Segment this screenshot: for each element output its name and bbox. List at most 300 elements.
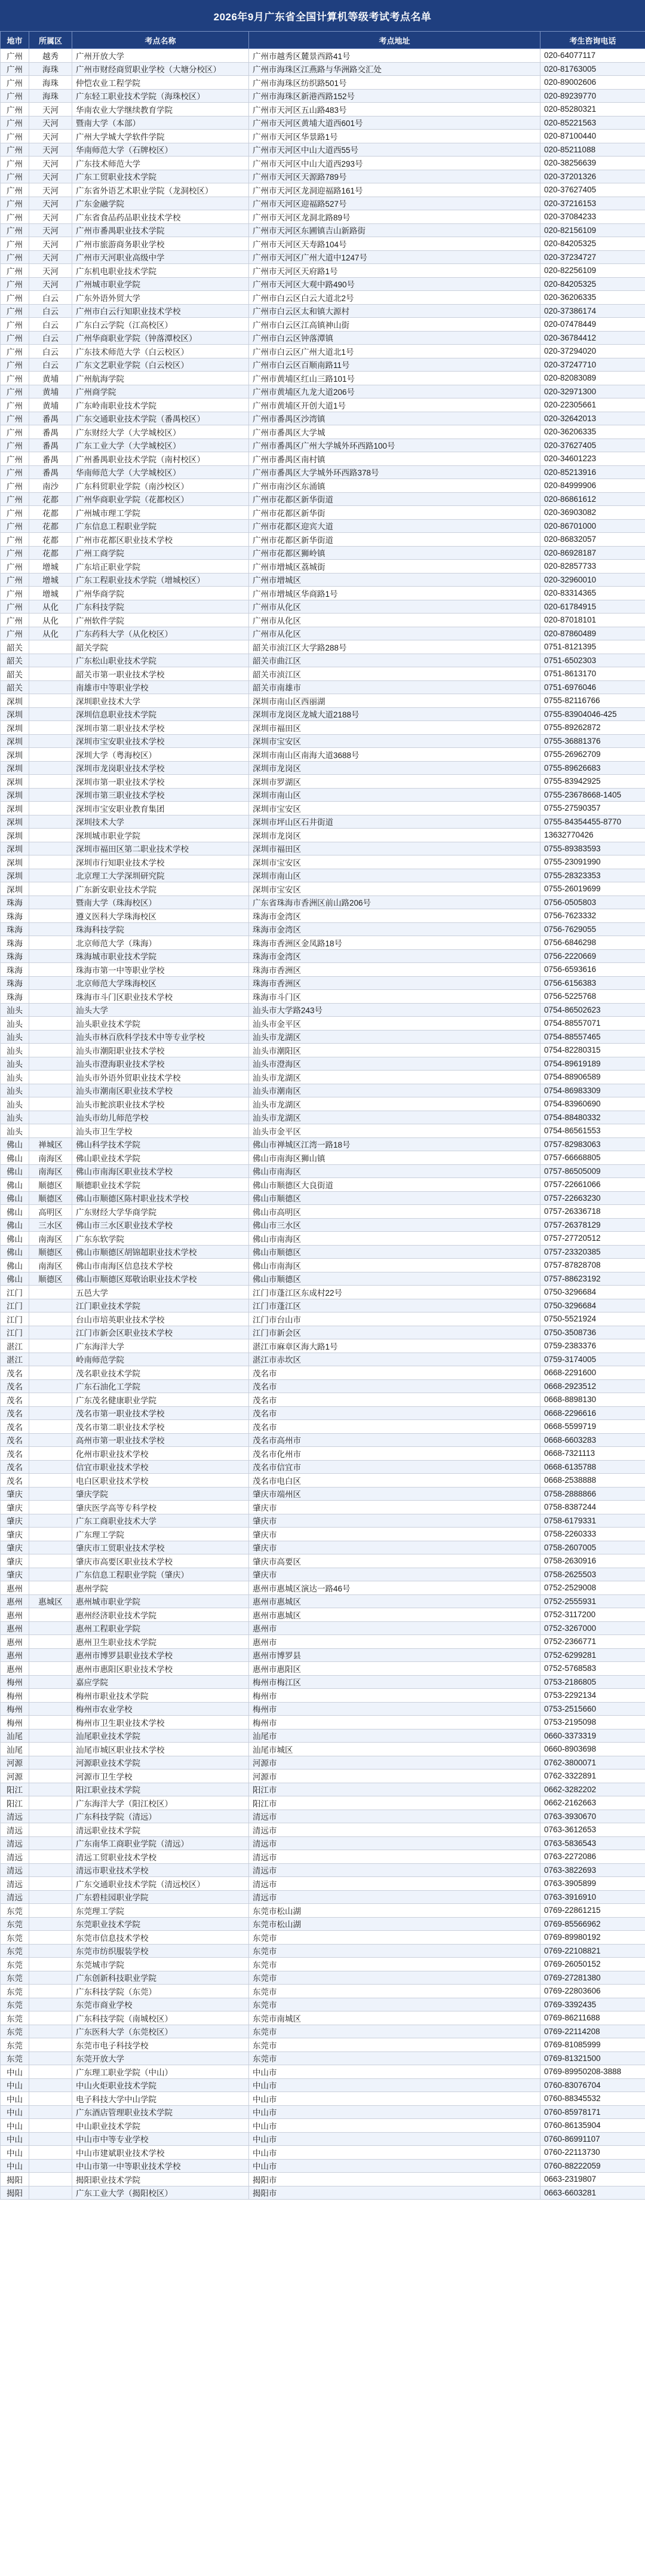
cell-phone: 0763-3822693 xyxy=(540,1863,645,1877)
cell-site-name: 暨南大学（珠海校区） xyxy=(72,896,249,909)
cell-site-address: 广州市花都区新华街 xyxy=(249,506,540,520)
cell-city: 清远 xyxy=(1,1863,29,1877)
cell-site-name: 中山市中等专业学校 xyxy=(72,2132,249,2146)
cell-phone: 0754-88480332 xyxy=(540,1111,645,1124)
cell-site-name: 广东岭南职业技术学院 xyxy=(72,398,249,412)
cell-city: 深圳 xyxy=(1,748,29,762)
cell-city: 江门 xyxy=(1,1286,29,1299)
cell-district xyxy=(29,909,72,923)
cell-site-address: 佛山市高明区 xyxy=(249,1205,540,1219)
table-row xyxy=(1,1528,645,1541)
cell-phone: 020-37294020 xyxy=(540,345,645,358)
cell-city: 汕头 xyxy=(1,1097,29,1111)
cell-site-name: 惠州市博罗县职业技术学校 xyxy=(72,1648,249,1662)
cell-city: 佛山 xyxy=(1,1272,29,1286)
cell-city: 深圳 xyxy=(1,882,29,896)
cell-phone: 0662-2162663 xyxy=(540,1796,645,1810)
table-row xyxy=(1,1648,645,1662)
cell-site-name: 清远市职业技术学校 xyxy=(72,1863,249,1877)
cell-district: 番禺 xyxy=(29,425,72,439)
cell-city: 中山 xyxy=(1,2092,29,2106)
cell-site-address: 广州市从化区 xyxy=(249,614,540,627)
cell-phone: 0752-2555931 xyxy=(540,1594,645,1608)
cell-city: 东莞 xyxy=(1,1998,29,2011)
cell-city: 惠州 xyxy=(1,1635,29,1649)
table-row xyxy=(1,62,645,76)
cell-city: 肇庆 xyxy=(1,1514,29,1528)
cell-district xyxy=(29,1958,72,1971)
cell-phone: 0752-3267000 xyxy=(540,1621,645,1635)
table-row xyxy=(1,76,645,90)
cell-phone: 0668-6135788 xyxy=(540,1460,645,1474)
cell-site-name: 广东南华工商职业学院（清远） xyxy=(72,1836,249,1850)
cell-site-address: 揭阳市 xyxy=(249,2173,540,2186)
table-row xyxy=(1,157,645,170)
cell-phone: 020-82256109 xyxy=(540,264,645,278)
cell-phone: 0760-88345532 xyxy=(540,2092,645,2106)
cell-district: 白云 xyxy=(29,304,72,318)
cell-site-address: 广州市天河区东圃镇吉山新路街 xyxy=(249,223,540,237)
cell-site-address: 韶关市浈江区大学路288号 xyxy=(249,640,540,654)
cell-city: 惠州 xyxy=(1,1581,29,1595)
cell-city: 广州 xyxy=(1,291,29,305)
cell-city: 广州 xyxy=(1,546,29,560)
cell-phone: 0757-26378129 xyxy=(540,1218,645,1232)
cell-site-name: 广州软件学院 xyxy=(72,614,249,627)
cell-site-name: 佛山市顺德区郑敬诒职业技术学校 xyxy=(72,1272,249,1286)
table-row xyxy=(1,318,645,332)
table-row xyxy=(1,89,645,103)
cell-phone: 0663-6603281 xyxy=(540,2186,645,2200)
cell-city: 肇庆 xyxy=(1,1554,29,1568)
cell-site-name: 仲恺农业工程学院 xyxy=(72,76,249,90)
cell-site-name: 河源职业技术学院 xyxy=(72,1756,249,1770)
cell-city: 河源 xyxy=(1,1770,29,1783)
cell-site-address: 广州市天河区龙洞北路89号 xyxy=(249,210,540,224)
cell-district: 天河 xyxy=(29,210,72,224)
table-row xyxy=(1,1810,645,1823)
table-row xyxy=(1,1137,645,1151)
cell-district: 海珠 xyxy=(29,89,72,103)
cell-phone: 0753-2186805 xyxy=(540,1675,645,1689)
cell-phone: 0756-2220669 xyxy=(540,949,645,963)
cell-city: 肇庆 xyxy=(1,1568,29,1581)
table-row xyxy=(1,1998,645,2011)
table-row xyxy=(1,1904,645,1918)
cell-site-address: 广州市番禺区南村镇 xyxy=(249,452,540,466)
cell-city: 中山 xyxy=(1,2119,29,2133)
table-row xyxy=(1,372,645,385)
cell-district xyxy=(29,2065,72,2079)
cell-phone: 0751-8613170 xyxy=(540,667,645,681)
table-row xyxy=(1,573,645,587)
cell-site-address: 梅州市 xyxy=(249,1702,540,1716)
cell-site-address: 广州市海珠区新港西路152号 xyxy=(249,89,540,103)
cell-phone: 0750-3296684 xyxy=(540,1286,645,1299)
cell-phone: 020-38256639 xyxy=(540,157,645,170)
cell-site-name: 深圳技术大学 xyxy=(72,815,249,829)
cell-district xyxy=(29,1460,72,1474)
cell-site-address: 惠州市 xyxy=(249,1635,540,1649)
cell-city: 东莞 xyxy=(1,1917,29,1931)
cell-district xyxy=(29,815,72,829)
cell-phone: 0757-26336718 xyxy=(540,1205,645,1219)
cell-city: 广州 xyxy=(1,573,29,587)
cell-site-name: 广东信息工程职业学院（肇庆） xyxy=(72,1568,249,1581)
cell-district: 顺德区 xyxy=(29,1178,72,1192)
cell-site-name: 顺德职业技术学院 xyxy=(72,1178,249,1192)
cell-site-name: 东莞职业技术学院 xyxy=(72,1917,249,1931)
cell-site-name: 中山市第一中等职业技术学校 xyxy=(72,2159,249,2173)
cell-district: 三水区 xyxy=(29,1218,72,1232)
cell-district xyxy=(29,640,72,654)
cell-site-name: 广东东软学院 xyxy=(72,1232,249,1246)
cell-city: 广州 xyxy=(1,318,29,332)
cell-site-name: 广州航海学院 xyxy=(72,372,249,385)
cell-site-name: 广东轻工职业技术学院（海珠校区） xyxy=(72,89,249,103)
cell-site-address: 广州市花都区狮岭镇 xyxy=(249,546,540,560)
cell-phone: 0755-84354455-8770 xyxy=(540,815,645,829)
cell-site-name: 广州华商学院 xyxy=(72,587,249,600)
cell-site-address: 广州市白云区白云大道北2号 xyxy=(249,291,540,305)
cell-site-address: 东莞市 xyxy=(249,1998,540,2011)
cell-site-address: 佛山市顺德区 xyxy=(249,1191,540,1205)
cell-district xyxy=(29,1890,72,1904)
cell-city: 珠海 xyxy=(1,922,29,936)
cell-city: 汕尾 xyxy=(1,1743,29,1756)
cell-phone: 0663-2319807 xyxy=(540,2173,645,2186)
cell-district xyxy=(29,1810,72,1823)
cell-site-name: 广东工程职业技术学院（增城校区） xyxy=(72,573,249,587)
table-row xyxy=(1,264,645,278)
table-row xyxy=(1,1178,645,1192)
cell-site-name: 广东医科大学（东莞校区） xyxy=(72,2025,249,2038)
cell-site-address: 广州市南沙区东涌镇 xyxy=(249,479,540,493)
cell-site-address: 惠州市惠城区演达一路46号 xyxy=(249,1581,540,1595)
cell-site-address: 珠海市金湾区 xyxy=(249,909,540,923)
cell-site-name: 梅州市职业技术学院 xyxy=(72,1689,249,1703)
table-row xyxy=(1,210,645,224)
table-row xyxy=(1,788,645,802)
cell-city: 广州 xyxy=(1,533,29,547)
cell-phone: 020-87860489 xyxy=(540,627,645,640)
cell-city: 珠海 xyxy=(1,896,29,909)
cell-phone: 0757-87828708 xyxy=(540,1259,645,1272)
table-row xyxy=(1,1366,645,1380)
cell-city: 广州 xyxy=(1,143,29,157)
cell-city: 揭阳 xyxy=(1,2186,29,2200)
cell-city: 深圳 xyxy=(1,802,29,815)
cell-site-address: 梅州市 xyxy=(249,1716,540,1729)
cell-site-address: 东莞市 xyxy=(249,1971,540,1985)
cell-district xyxy=(29,1514,72,1528)
cell-phone: 020-82156109 xyxy=(540,223,645,237)
cell-phone: 020-37234727 xyxy=(540,250,645,264)
cell-site-name: 东莞市商业学校 xyxy=(72,1998,249,2011)
cell-site-address: 惠州市 xyxy=(249,1621,540,1635)
cell-district xyxy=(29,1770,72,1783)
table-row xyxy=(1,1944,645,1958)
cell-district xyxy=(29,1648,72,1662)
cell-city: 珠海 xyxy=(1,963,29,977)
cell-site-address: 广州市增城区荔城街 xyxy=(249,560,540,574)
cell-phone: 020-87100440 xyxy=(540,130,645,143)
cell-district: 番禺 xyxy=(29,412,72,425)
cell-site-name: 深圳市第一职业技术学校 xyxy=(72,775,249,789)
cell-district xyxy=(29,694,72,708)
cell-city: 中山 xyxy=(1,2065,29,2079)
cell-district: 黄埔 xyxy=(29,398,72,412)
cell-site-name: 嘉应学院 xyxy=(72,1675,249,1689)
cell-site-name: 深圳市龙岗职业技术学校 xyxy=(72,761,249,775)
cell-site-name: 汕尾职业技术学院 xyxy=(72,1729,249,1743)
cell-district xyxy=(29,1057,72,1071)
cell-city: 广州 xyxy=(1,210,29,224)
cell-site-address: 东莞市 xyxy=(249,2051,540,2065)
exam-site-table xyxy=(0,31,645,2200)
cell-phone: 0757-86505009 xyxy=(540,1164,645,1178)
cell-city: 广州 xyxy=(1,223,29,237)
cell-site-name: 深圳市宝安职业教育集团 xyxy=(72,802,249,815)
cell-district xyxy=(29,707,72,721)
cell-site-address: 广州市花都区迎宾大道 xyxy=(249,519,540,533)
cell-phone: 020-86701000 xyxy=(540,519,645,533)
table-row xyxy=(1,1447,645,1461)
cell-district: 天河 xyxy=(29,103,72,116)
table-header-row xyxy=(1,32,645,49)
cell-site-name: 广东科技学院（南城校区） xyxy=(72,2011,249,2025)
cell-phone: 0759-2383376 xyxy=(540,1339,645,1353)
cell-phone: 0757-88623192 xyxy=(540,1272,645,1286)
cell-site-address: 广州市花都区新华街道 xyxy=(249,533,540,547)
cell-site-name: 北京师范大学珠海校区 xyxy=(72,976,249,990)
cell-city: 深圳 xyxy=(1,694,29,708)
cell-city: 广州 xyxy=(1,600,29,614)
cell-city: 深圳 xyxy=(1,869,29,882)
table-row xyxy=(1,398,645,412)
cell-site-address: 广州市从化区 xyxy=(249,627,540,640)
cell-city: 广州 xyxy=(1,587,29,600)
cell-city: 佛山 xyxy=(1,1164,29,1178)
table-row xyxy=(1,1729,645,1743)
cell-site-address: 东莞市 xyxy=(249,2038,540,2052)
cell-site-name: 五邑大学 xyxy=(72,1286,249,1299)
cell-phone: 0755-23091990 xyxy=(540,855,645,869)
cell-district xyxy=(29,896,72,909)
cell-phone: 0755-36881376 xyxy=(540,734,645,748)
cell-city: 肇庆 xyxy=(1,1528,29,1541)
cell-phone: 020-86861612 xyxy=(540,492,645,506)
cell-site-name: 深圳大学（粤海校区） xyxy=(72,748,249,762)
cell-district xyxy=(29,2146,72,2160)
cell-site-name: 广东工业大学（揭阳校区） xyxy=(72,2186,249,2200)
cell-phone: 0769-89950208-3888 xyxy=(540,2065,645,2079)
table-row xyxy=(1,103,645,116)
cell-site-address: 佛山市三水区 xyxy=(249,1218,540,1232)
cell-site-name: 广州市花都区职业技术学校 xyxy=(72,533,249,547)
cell-site-address: 茂名市 xyxy=(249,1393,540,1407)
cell-site-name: 江门市新会区职业技术学校 xyxy=(72,1326,249,1339)
cell-site-name: 珠海市斗门区职业技术学校 xyxy=(72,990,249,1004)
cell-site-name: 广东石油化工学院 xyxy=(72,1379,249,1393)
cell-site-address: 汕尾市 xyxy=(249,1729,540,1743)
cell-site-address: 揭阳市 xyxy=(249,2186,540,2200)
table-row xyxy=(1,2065,645,2079)
table-row xyxy=(1,49,645,63)
cell-site-address: 深圳市南山区西丽湖 xyxy=(249,694,540,708)
table-row xyxy=(1,1420,645,1434)
cell-city: 广州 xyxy=(1,250,29,264)
cell-district xyxy=(29,1379,72,1393)
cell-site-address: 汕头市金平区 xyxy=(249,1124,540,1138)
cell-district xyxy=(29,2051,72,2065)
table-row xyxy=(1,2186,645,2200)
table-row xyxy=(1,183,645,197)
cell-district xyxy=(29,761,72,775)
cell-site-address: 江门市蓬江区东成村22号 xyxy=(249,1286,540,1299)
cell-district xyxy=(29,680,72,694)
cell-site-address: 广州市番禺区大学城 xyxy=(249,425,540,439)
table-row xyxy=(1,546,645,560)
cell-city: 清远 xyxy=(1,1810,29,1823)
cell-district xyxy=(29,2173,72,2186)
cell-site-name: 东莞开放大学 xyxy=(72,2051,249,2065)
cell-district xyxy=(29,748,72,762)
cell-phone: 0756-6593616 xyxy=(540,963,645,977)
cell-site-address: 佛山市禅城区江湾一路18号 xyxy=(249,1137,540,1151)
cell-district xyxy=(29,1433,72,1447)
table-row xyxy=(1,2092,645,2106)
cell-city: 广州 xyxy=(1,345,29,358)
cell-city: 茂名 xyxy=(1,1474,29,1488)
cell-phone: 0769-3392435 xyxy=(540,1998,645,2011)
cell-city: 珠海 xyxy=(1,976,29,990)
cell-city: 湛江 xyxy=(1,1339,29,1353)
cell-district xyxy=(29,1393,72,1407)
cell-phone: 0763-3905899 xyxy=(540,1877,645,1891)
cell-district xyxy=(29,1581,72,1595)
cell-city: 河源 xyxy=(1,1756,29,1770)
table-row xyxy=(1,331,645,345)
table-row xyxy=(1,614,645,627)
table-row xyxy=(1,829,645,842)
cell-district xyxy=(29,2011,72,2025)
cell-phone: 0758-2260333 xyxy=(540,1528,645,1541)
cell-district xyxy=(29,1286,72,1299)
cell-site-address: 广州市天河区迎福路527号 xyxy=(249,197,540,210)
cell-phone: 0757-27720512 xyxy=(540,1232,645,1246)
table-row xyxy=(1,761,645,775)
cell-site-address: 广州市增城区 xyxy=(249,573,540,587)
cell-phone: 0668-6603283 xyxy=(540,1433,645,1447)
cell-district xyxy=(29,1339,72,1353)
table-row xyxy=(1,1716,645,1729)
header-city: 地市 xyxy=(1,32,29,49)
cell-district xyxy=(29,1420,72,1434)
cell-district xyxy=(29,1917,72,1931)
table-row xyxy=(1,223,645,237)
cell-city: 惠州 xyxy=(1,1608,29,1622)
cell-district: 禅城区 xyxy=(29,1137,72,1151)
cell-site-address: 佛山市南海区狮山镇 xyxy=(249,1151,540,1165)
cell-site-name: 华南师范大学（大学城校区） xyxy=(72,465,249,479)
cell-site-address: 广州市天河区广州大道中1247号 xyxy=(249,250,540,264)
cell-site-name: 广东碧桂园职业学院 xyxy=(72,1890,249,1904)
cell-district xyxy=(29,1017,72,1031)
cell-phone: 0752-2366771 xyxy=(540,1635,645,1649)
cell-phone: 020-37627405 xyxy=(540,183,645,197)
cell-district: 南海区 xyxy=(29,1164,72,1178)
cell-site-name: 广东科贸职业学院（南沙校区） xyxy=(72,479,249,493)
cell-site-name: 中山职业技术学院 xyxy=(72,2119,249,2133)
table-row xyxy=(1,291,645,305)
cell-city: 深圳 xyxy=(1,761,29,775)
table-row xyxy=(1,1071,645,1084)
cell-phone: 0755-89262872 xyxy=(540,721,645,735)
cell-site-address: 深圳市宝安区 xyxy=(249,855,540,869)
cell-site-name: 广东理工学院 xyxy=(72,1528,249,1541)
cell-city: 珠海 xyxy=(1,949,29,963)
cell-city: 汕头 xyxy=(1,1003,29,1017)
cell-city: 汕头 xyxy=(1,1017,29,1031)
cell-district xyxy=(29,1554,72,1568)
cell-site-name: 汕头市潮南区职业技术学校 xyxy=(72,1084,249,1097)
cell-phone: 020-83314365 xyxy=(540,587,645,600)
cell-site-address: 广州市天河区大观中路490号 xyxy=(249,277,540,291)
cell-site-address: 清远市 xyxy=(249,1836,540,1850)
table-row xyxy=(1,963,645,977)
cell-city: 广州 xyxy=(1,62,29,76)
table-row xyxy=(1,855,645,869)
cell-site-name: 广州番禺职业技术学院（南村校区） xyxy=(72,452,249,466)
table-row xyxy=(1,1514,645,1528)
cell-district: 花都 xyxy=(29,519,72,533)
cell-city: 珠海 xyxy=(1,990,29,1004)
cell-district xyxy=(29,1030,72,1044)
cell-site-address: 清远市 xyxy=(249,1810,540,1823)
cell-site-name: 广州商学院 xyxy=(72,385,249,398)
cell-city: 广州 xyxy=(1,425,29,439)
cell-site-address: 深圳市龙岗区 xyxy=(249,829,540,842)
cell-phone: 020-61784915 xyxy=(540,600,645,614)
table-row xyxy=(1,694,645,708)
table-row xyxy=(1,1662,645,1676)
cell-city: 佛山 xyxy=(1,1151,29,1165)
table-row xyxy=(1,1796,645,1810)
cell-site-address: 广州市天河区天源路789号 xyxy=(249,170,540,183)
table-row xyxy=(1,1621,645,1635)
cell-phone: 0754-88906589 xyxy=(540,1071,645,1084)
cell-city: 东莞 xyxy=(1,2038,29,2052)
cell-phone: 0756-7629055 xyxy=(540,922,645,936)
cell-phone: 0753-2292134 xyxy=(540,1689,645,1703)
cell-site-address: 广州市花都区新华街道 xyxy=(249,492,540,506)
cell-phone: 0757-22661066 xyxy=(540,1178,645,1192)
cell-city: 梅州 xyxy=(1,1716,29,1729)
cell-city: 韶关 xyxy=(1,680,29,694)
cell-site-address: 广州市番禺区广州大学城外环西路100号 xyxy=(249,438,540,452)
cell-site-address: 深圳市南山区 xyxy=(249,788,540,802)
cell-phone: 0763-3916910 xyxy=(540,1890,645,1904)
cell-district: 从化 xyxy=(29,600,72,614)
table-row xyxy=(1,197,645,210)
cell-city: 江门 xyxy=(1,1326,29,1339)
cell-district xyxy=(29,1836,72,1850)
cell-district xyxy=(29,1084,72,1097)
cell-site-address: 广州市越秀区麓景西路41号 xyxy=(249,49,540,63)
cell-district: 白云 xyxy=(29,331,72,345)
cell-phone: 0755-89626683 xyxy=(540,761,645,775)
